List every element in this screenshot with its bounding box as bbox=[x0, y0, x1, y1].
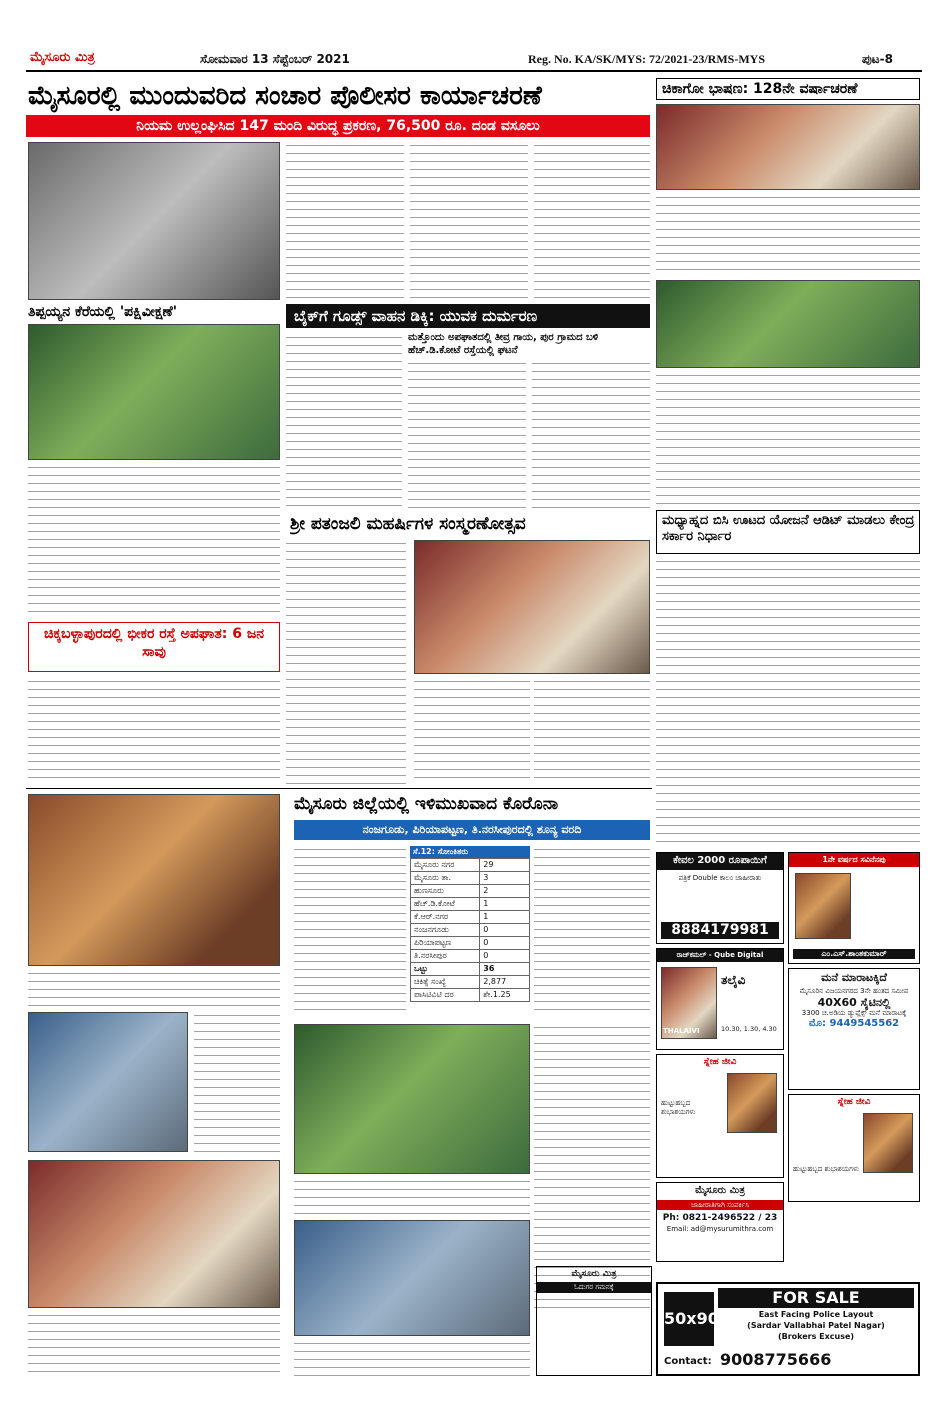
divider bbox=[26, 788, 652, 789]
ad4-area: 3300 ಚ.ಅಡಿಯ ಡ್ಯುಪ್ಲೆಕ್ಸ್ ಮನೆ ಮಾರಾಟಕ್ಕೆ bbox=[801, 1009, 907, 1018]
ad4-body: ಮೈಸೂರಿನ ವಿಜಯನಗರದ 3ನೇ ಹಂತದ ಸಮೀಪ bbox=[799, 986, 909, 995]
garland-caption bbox=[28, 970, 280, 1006]
table-row bbox=[411, 950, 530, 963]
ad-birthday-1 bbox=[656, 1054, 784, 1178]
corona-subhead: ನಂಜಗೂಡು, ಪಿರಿಯಾಪಟ್ಟಣ, ತಿ.ನರಸೀಪುರದಲ್ಲಿ ಶೂನ್ಯ ವರದಿ bbox=[294, 820, 650, 840]
sapling-caption bbox=[294, 1178, 530, 1216]
table-cell-label: ಹೆಚ್.ಡಿ.ಕೋಟೆ bbox=[411, 898, 480, 911]
chikkaballapura-headline: ಚಿಕ್ಕಬಳ್ಳಾಪುರದಲ್ಲಿ ಭೀಕರ ರಸ್ತೆ ಅಪಘಾತ: 6 ಜನ ಸಾವು bbox=[43, 626, 265, 660]
chikkaballapura-text bbox=[28, 678, 280, 782]
table-cell-label: ಮೈಸೂರು ನಗರ bbox=[411, 859, 480, 872]
distribution-photo bbox=[28, 1160, 280, 1308]
ad-readers-notice bbox=[536, 1266, 652, 1376]
midday-text bbox=[656, 558, 920, 846]
table-row bbox=[411, 885, 530, 898]
ad-house-sale bbox=[788, 968, 920, 1090]
patanjali-text-col-2 bbox=[414, 678, 530, 784]
garland-photo bbox=[28, 794, 280, 966]
table-cell-value: 0 bbox=[480, 950, 530, 963]
table-cell-label: ಮೈಸೂರು ತಾ. bbox=[411, 872, 480, 885]
ad2-portrait bbox=[795, 873, 851, 939]
forsale-line1: East Facing Police Layout bbox=[758, 1310, 874, 1319]
corona-table-title: ಸೆ.12: ಸೋಂಕಿತರು bbox=[410, 846, 530, 858]
tree-planting-photo bbox=[656, 280, 920, 368]
traffic-police-photo bbox=[28, 142, 280, 300]
ad4-phone: ಮೊ: 9449545562 bbox=[808, 1018, 900, 1029]
table-cell-value: 3 bbox=[480, 872, 530, 885]
table-row bbox=[411, 976, 530, 989]
ad8-sub: ಓದುಗರ ಗಮನಕ್ಕೆ bbox=[537, 1282, 651, 1293]
lead-text-col-1 bbox=[286, 142, 404, 300]
table-row bbox=[411, 963, 530, 976]
forsale-line3: (Brokers Excuse) bbox=[777, 1332, 855, 1341]
table-row bbox=[411, 924, 530, 937]
blood-donation-caption bbox=[294, 1340, 530, 1376]
table-cell-value: ಶೇ.1.25 bbox=[480, 989, 530, 1002]
table-cell-value: 0 bbox=[480, 937, 530, 950]
table-row bbox=[411, 898, 530, 911]
ad3-film: ತಲೈವಿ bbox=[721, 973, 746, 987]
patanjali-headline: ಶ್ರೀ ಪತಂಜಲಿ ಮಹರ್ಷಿಗಳ ಸಂಸ್ಮರಣೋತ್ಸವ bbox=[290, 514, 526, 534]
table-cell-label: ತಿ.ನರಸೀಪುರ bbox=[411, 950, 480, 963]
table-cell-label: ಒಟ್ಟು bbox=[411, 963, 480, 976]
corona-stats-table bbox=[410, 846, 530, 1002]
ad3-times: 10.30, 1.30, 4.30 bbox=[721, 1025, 777, 1033]
chicago-text-2 bbox=[656, 372, 920, 504]
lead-headline: ಮೈಸೂರಲ್ಲಿ ಮುಂದುವರಿದ ಸಂಚಾರ ಪೊಲೀಸರ ಕಾರ್ಯಾಚರಣೆ bbox=[28, 81, 542, 111]
table-cell-value: 1 bbox=[480, 898, 530, 911]
sapling-photo bbox=[294, 1024, 530, 1174]
forsale-phone: 9008775666 bbox=[720, 1350, 832, 1369]
ad7-phone: Ph: 0821-2496522 / 23 bbox=[662, 1213, 778, 1224]
bike-subhead: ಮತ್ತೊಂದು ಅಪಘಾತದಲ್ಲಿ ತೀವ್ರ ಗಾಯ, ಪುರ ಗ್ರಾಮದ ಬಳಿ ಹೆಚ್.ಡಿ.ಕೋಟೆ ರಸ್ತೆಯಲ್ಲಿ ಘಟನೆ bbox=[408, 332, 599, 356]
corona-headline: ಮೈಸೂರು ಜಿಲ್ಲೆಯಲ್ಲಿ ಇಳಿಮುಖವಾದ ಕೊರೊನಾ bbox=[294, 794, 559, 814]
ad4-title: ಮನೆ ಮಾರಾಟಕ್ಕಿದೆ bbox=[821, 971, 887, 984]
lead-text-col-3 bbox=[534, 142, 650, 300]
ad1-body: ಪತ್ರಿಕೆ Double ಕಾಲಂ ಜಾಹೀರಾತು bbox=[678, 873, 762, 882]
table-row bbox=[411, 911, 530, 924]
ad-birthday-2 bbox=[788, 1094, 920, 1202]
table-row bbox=[411, 859, 530, 872]
page-number: ಪುಟ-8 bbox=[862, 52, 893, 66]
ad-double-column bbox=[656, 852, 784, 944]
midday-headline: ಮಧ್ಯಾಹ್ನದ ಬಿಸಿ ಊಟದ ಯೋಜನೆ ಆಡಿಟ್ ಮಾಡಲು ಕೇಂದ್ರ ಸರ್ಕಾರ ನಿರ್ಧಾರ bbox=[662, 513, 915, 545]
forsale-line2: (Sardar Vallabhai Patel Nagar) bbox=[747, 1321, 885, 1330]
table-row bbox=[411, 989, 530, 1002]
ad8-title: ಮೈಸೂರು ಮಿತ್ರ bbox=[571, 1269, 617, 1279]
blood-donation-photo bbox=[294, 1220, 530, 1336]
newspaper-logo: ಮೈಸೂರು ಮಿತ್ರ bbox=[30, 50, 95, 65]
bike-text-col-1 bbox=[286, 334, 402, 510]
ad7-sub: ಜಾಹೀರಾತಿಗಾಗಿ ಸಂಪರ್ಕಿಸಿ bbox=[657, 1200, 783, 1211]
birdwatching-photo bbox=[28, 324, 280, 460]
ad1-phone: 8884179981 bbox=[661, 922, 779, 940]
patanjali-text-col-3 bbox=[534, 678, 650, 784]
masthead bbox=[26, 44, 922, 72]
lead-subhead: ನಿಯಮ ಉಲ್ಲಂಘಿಸಿದ 147 ಮಂದಿ ವಿರುದ್ಧ ಪ್ರಕರಣ, 76,500 ರೂ. ದಂಡ ವಸೂಲು bbox=[26, 115, 650, 137]
ad4-size: 40X60 ಸೈಟಿನಲ್ಲಿ bbox=[817, 995, 891, 1009]
ad6-title: ಸ್ನೇಹ ಜೀವಿ bbox=[837, 1097, 871, 1107]
table-cell-value: 1 bbox=[480, 911, 530, 924]
dateline: ಸೋಮವಾರ 13 ಸೆಪ್ಟೆಂಬರ್ 2021 bbox=[200, 52, 350, 66]
patanjali-photo bbox=[414, 540, 650, 674]
ad7-email: Email: ad@mysurumithra.com bbox=[666, 1224, 774, 1233]
ad-mitra-contact bbox=[656, 1182, 784, 1262]
ad1-title: ಕೇವಲ 2000 ರೂಪಾಯಿಗೆ bbox=[657, 853, 783, 870]
ad2-title: 1ನೇ ವರ್ಷದ ಸವಿನೆನಪು bbox=[789, 853, 919, 867]
food-kit-photo bbox=[28, 1012, 188, 1152]
distribution-caption bbox=[28, 1312, 280, 1376]
bike-headline: ಬೈಕ್‌ಗೆ ಗೂಡ್ಸ್ ವಾಹನ ಡಿಕ್ಕಿ: ಯುವಕ ದುರ್ಮರಣ bbox=[286, 304, 650, 328]
food-kit-caption bbox=[194, 1012, 280, 1152]
table-row bbox=[411, 937, 530, 950]
ad5-portrait bbox=[727, 1073, 777, 1133]
ad3-film-en: THALAIVI bbox=[663, 1027, 700, 1035]
forsale-title: FOR SALE bbox=[718, 1288, 914, 1308]
ad5-title: ಸ್ನೇಹ ಜೀವಿ bbox=[703, 1057, 737, 1067]
corona-text-col-1 bbox=[294, 846, 406, 1016]
ad-cinema bbox=[656, 948, 784, 1050]
table-cell-label: ಚಿಕಿತ್ಸೆ ಸಂಖ್ಯೆ bbox=[411, 976, 480, 989]
ad3-title: ರಾಜ್‌ಕಮಲ್ - Qube Digital bbox=[657, 949, 783, 962]
table-cell-label: ಕೆ.ಆರ್.ನಗರ bbox=[411, 911, 480, 924]
ad-for-sale bbox=[656, 1282, 920, 1376]
table-cell-value: 29 bbox=[480, 859, 530, 872]
tippayya-headline: ತಿಪ್ಪಯ್ಯನ ಕೆರೆಯಲ್ಲಿ 'ಪಕ್ಷಿವೀಕ್ಷಣೆ' bbox=[28, 304, 177, 320]
lead-text-col-2 bbox=[410, 142, 528, 300]
ad-remembrance bbox=[788, 852, 920, 964]
registration-number: Reg. No. KA/SK/MYS: 72/2021-23/RMS-MYS bbox=[528, 52, 765, 66]
chicago-headline: ಚಿಕಾಗೋ ಭಾಷಣ: 128ನೇ ವರ್ಷಾಚರಣೆ bbox=[662, 81, 858, 97]
forsale-contact-label: Contact: bbox=[664, 1355, 712, 1367]
ad5-sub: ಹುಟ್ಟುಹಬ್ಬದ ಶುಭಾಶಯಗಳು bbox=[661, 1099, 696, 1116]
ad6-sub: ಹುಟ್ಟುಹಬ್ಬದ ಶುಭಾಶಯಗಳು bbox=[793, 1165, 859, 1173]
table-cell-label: ನಂಜನಗೂಡು bbox=[411, 924, 480, 937]
ad6-portrait bbox=[863, 1113, 913, 1173]
table-row bbox=[411, 872, 530, 885]
chicago-photo bbox=[656, 104, 920, 190]
bike-text-col-2 bbox=[408, 360, 526, 510]
bike-text-col-3 bbox=[532, 360, 650, 510]
table-cell-value: 2 bbox=[480, 885, 530, 898]
table-cell-value: 2,877 bbox=[480, 976, 530, 989]
chicago-text bbox=[656, 194, 920, 276]
table-cell-label: ಹುಣಸೂರು bbox=[411, 885, 480, 898]
ad2-name: ಎಂ.ಎಸ್.ಶಾಂತಕುಮಾರ್ bbox=[793, 949, 915, 959]
table-cell-value: 0 bbox=[480, 924, 530, 937]
table-cell-label: ಪಾಸಿಟಿವಿಟಿ ದರ bbox=[411, 989, 480, 1002]
corona-text-col-2 bbox=[534, 846, 650, 1016]
table-cell-label: ಪಿರಿಯಾಪಟ್ಟಣ bbox=[411, 937, 480, 950]
table-cell-value: 36 bbox=[480, 963, 530, 976]
forsale-size: 50x90 bbox=[664, 1292, 714, 1346]
tippayya-text bbox=[28, 464, 280, 612]
ad7-title: ಮೈಸೂರು ಮಿತ್ರ bbox=[695, 1185, 745, 1196]
patanjali-text-col-1 bbox=[286, 540, 406, 784]
